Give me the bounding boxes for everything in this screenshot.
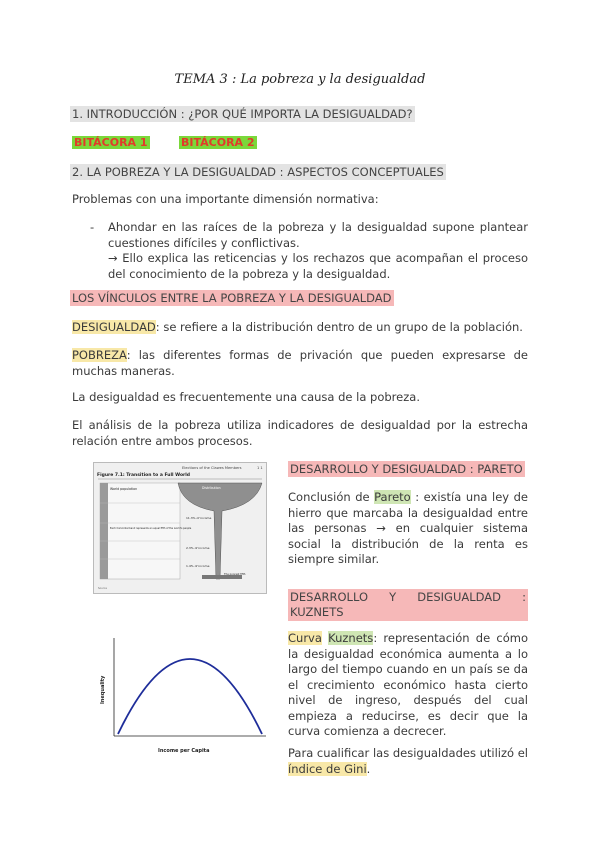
figure-label-3: 11.3% of income: [186, 516, 212, 520]
bitacora-2-link[interactable]: BITÁCORA 2: [181, 136, 255, 149]
kuznets-x-label: Income per Capita: [158, 748, 210, 754]
bullet-text: [108, 220, 528, 282]
figure-label-4: 2.3% of income: [186, 546, 210, 550]
pobreza-term: POBREZA: [72, 348, 127, 362]
figure-header-right: Elections of the Clawes Members: [182, 466, 242, 470]
pareto-post: : existía una ley de hierro que marcaba la desigualdad entre las personas → en cualquier sistema social la distribución de la renta es siempre similar.: [288, 490, 528, 566]
gini-paragraph: [288, 746, 528, 777]
intro-paragraph: Problemas con una importante dimensión normativa:: [72, 192, 379, 206]
kuznets-def: : representación de cómo la desigualdad económica aumenta a lo largo del tiempo cuando en un país se da el crecimiento económico hasta cierto nivel de ingreso, después del cual empieza a reducirse, es decir que la curva comienza a decrecer.: [288, 631, 529, 738]
section-introduccion: 1. INTRODUCCIÓN : ¿POR QUÉ IMPORTA LA DESIGUALDAD?: [72, 107, 413, 121]
figure-label-6: The poorest fifth: [224, 573, 246, 576]
gini-term: índice de Gini: [288, 761, 367, 776]
kuznets-figure: [92, 630, 272, 758]
page-title: TEMA 3 : La pobreza y la desigualdad: [174, 72, 426, 87]
kuznets-paragraph: [288, 631, 528, 740]
pobreza-definition: [72, 348, 528, 379]
desigualdad-def-text: : se refiere a la distribución dentro de un grupo de la población.: [155, 320, 523, 334]
bullet-line-2: → Ello explica las reticencias y los rechazos que acompañan el proceso del conocimiento de la pobreza y la desigualdad.: [108, 251, 528, 281]
gini-pre: Para cualificar las desigualdades utilizó el: [288, 746, 528, 760]
pareto-paragraph: [288, 490, 528, 568]
pareto-name: Pareto: [374, 490, 411, 504]
figure-label-0: World population: [110, 487, 138, 491]
pobreza-def-text: : las diferentes formas de privación que pueden expresarse de muchas maneras.: [72, 348, 528, 378]
kuznets-curve-chart: [92, 630, 272, 758]
kuznets-y-label: Inequality: [100, 675, 106, 704]
gini-post: .: [366, 761, 371, 776]
figure-label-7: Source: [98, 587, 107, 590]
bullet-line-1: Ahondar en las raíces de la pobreza y la desigualdad supone plantear cuestiones difíciles y conflictivas.: [108, 220, 528, 250]
kuznets-header: DESARROLLO Y DESIGUALDAD : KUZNETS: [290, 590, 526, 619]
vinculos-header: LOS VÍNCULOS ENTRE LA POBREZA Y LA DESIGUALDAD: [72, 291, 392, 305]
figure-label-2: Each horizontal band represents an equal fifth of the world's people: [110, 527, 192, 530]
champagne-glass-chart: [94, 463, 266, 593]
figure-caption-title: Figure 7.1: Transition to a Full World: [97, 473, 191, 478]
pareto-pre: Conclusión de: [288, 490, 375, 504]
analisis-paragraph: El análisis de la pobreza utiliza indicadores de desigualdad por la estrecha relación entre ambos procesos.: [72, 418, 528, 448]
section-aspectos-conceptuales: 2. LA POBREZA Y LA DESIGUALDAD : ASPECTOS CONCEPTUALES: [72, 165, 444, 179]
bitacora-1-link[interactable]: BITÁCORA 1: [74, 136, 148, 149]
kuznets-term-curva: Curva: [288, 631, 322, 645]
pareto-figure: [93, 462, 267, 594]
pareto-header: DESARROLLO Y DESIGUALDAD : PARETO: [290, 462, 523, 476]
kuznets-term-name: Kuznets: [328, 631, 374, 645]
figure-label-1: Distribution: [202, 486, 221, 490]
figure-label-5: 1.4% of income: [186, 564, 210, 568]
causa-paragraph: La desigualdad es frecuentemente una causa de la pobreza.: [72, 390, 420, 404]
desigualdad-definition: [72, 320, 532, 336]
figure-page-number: 1 1: [257, 466, 263, 470]
bullet-dash: -: [90, 220, 95, 234]
desigualdad-term: DESIGUALDAD: [72, 320, 156, 334]
kuznets-curve: [118, 659, 262, 734]
